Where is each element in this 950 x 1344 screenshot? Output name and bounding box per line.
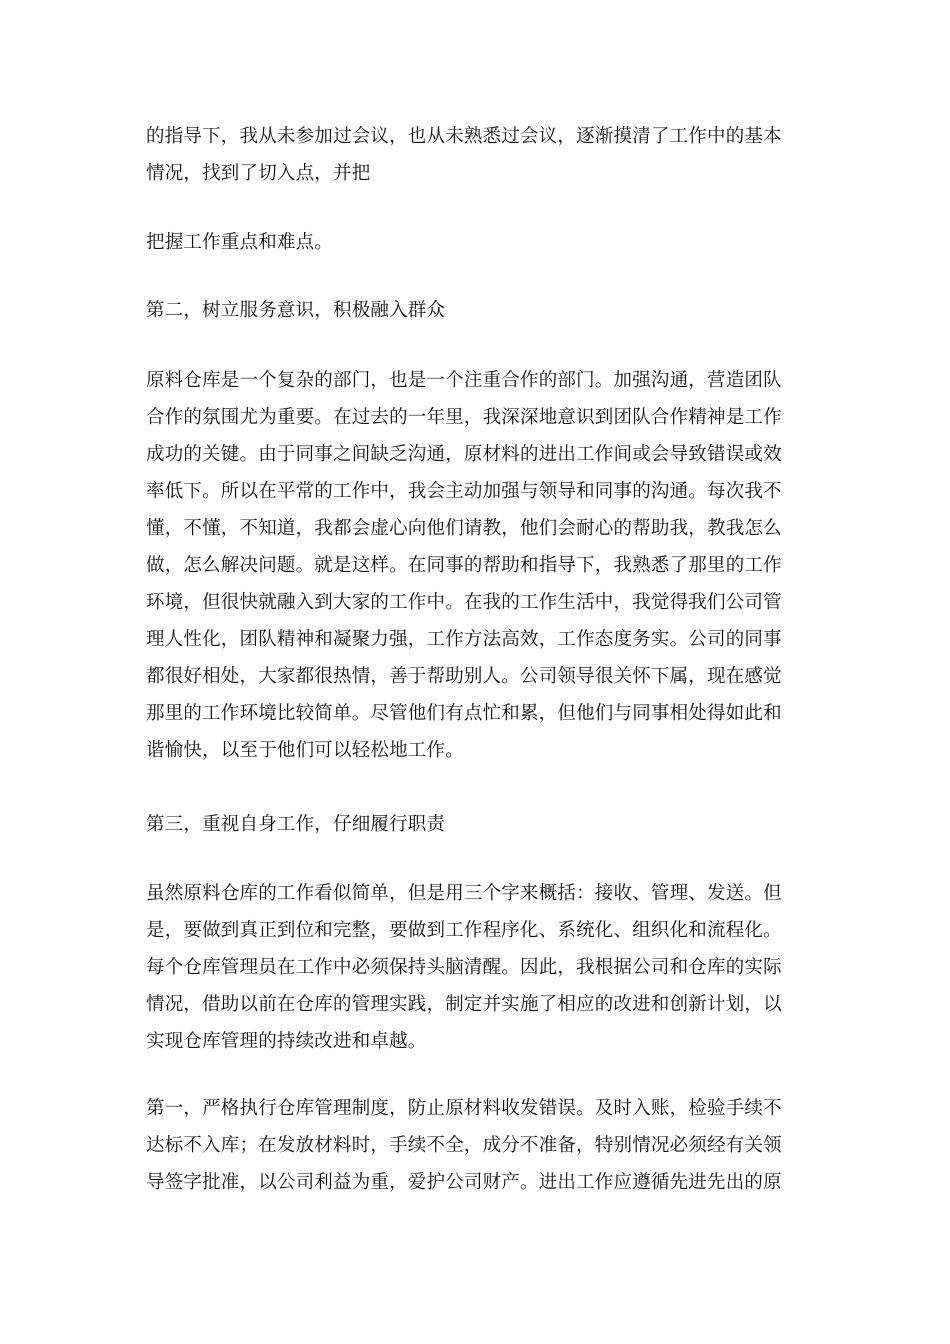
text-line: 谐愉快，以至于他们可以轻松地工作。 (146, 740, 464, 761)
paragraph-intro-continued (146, 118, 806, 192)
text-line: 情况，借助以前在仓库的管理实践，制定并实施了相应的改进和创新计划，以 (146, 994, 782, 1015)
paragraph-key-points (146, 224, 806, 261)
text-line: 环境，但很快就融入到大家的工作中。在我的工作生活中，我觉得我们公司管 (146, 592, 782, 613)
text-line: 第一，严格执行仓库管理制度，防止原材料收发错误。及时入账，检验手续不 (146, 1098, 782, 1119)
text-line: 成功的关键。由于同事之间缺乏沟通，原材料的进出工作间或会导致错误或效 (146, 444, 782, 465)
paragraph-first-rule (146, 1090, 806, 1201)
text-line: 理人性化，团队精神和凝聚力强，工作方法高效，工作态度务实。公司的同事 (146, 629, 782, 650)
text-line: 虽然原料仓库的工作看似简单，但是用三个字来概括：接收、管理、发送。但 (146, 883, 782, 904)
text-line: 原料仓库是一个复杂的部门，也是一个注重合作的部门。加强沟通，营造团队 (146, 370, 782, 391)
text-line: 每个仓库管理员在工作中必须保持头脑清醒。因此，我根据公司和仓库的实际 (146, 957, 782, 978)
text-line: 导签字批准，以公司利益为重，爱护公司财产。进出工作应遵循先进先出的原 (146, 1172, 782, 1193)
text-line: 合作的氛围尤为重要。在过去的一年里，我深深地意识到团队合作精神是工作 (146, 407, 782, 428)
text-line: 实现仓库管理的持续改进和卓越。 (146, 1031, 427, 1052)
paragraph-warehouse-work (146, 875, 806, 1060)
text-line: 情况，找到了切入点，并把 (146, 163, 371, 184)
text-line: 那里的工作环境比较简单。尽管他们有点忙和累，但他们与同事相处得如此和 (146, 703, 782, 724)
text-line: 的指导下，我从未参加过会议，也从未熟悉过会议，逐渐摸清了工作中的基本 (146, 126, 782, 147)
text-line: 达标不入库；在发放材料时，手续不全，成分不准备，特别情况必须经有关领 (146, 1135, 782, 1156)
text-line: 率低下。所以在平常的工作中，我会主动加强与领导和同事的沟通。每次我不 (146, 481, 782, 502)
text-line: 都很好相处，大家都很热情，善于帮助别人。公司领导很关怀下属，现在感觉 (146, 666, 782, 687)
text-line: 做，怎么解决问题。就是这样。在同事的帮助和指导下，我熟悉了那里的工作 (146, 555, 782, 576)
text-line: 懂，不懂，不知道，我都会虚心向他们请教，他们会耐心的帮助我，教我怎么 (146, 518, 782, 539)
section-heading-third (146, 806, 806, 843)
text-line: 把握工作重点和难点。 (146, 232, 334, 253)
section-heading-second (146, 292, 806, 329)
text-line: 第三，重视自身工作，仔细履行职责 (146, 814, 446, 835)
text-line: 第二，树立服务意识，积极融入群众 (146, 300, 446, 321)
text-line: 是，要做到真正到位和完整，要做到工作程序化、系统化、组织化和流程化。 (146, 920, 782, 941)
paragraph-teamwork (146, 362, 806, 769)
